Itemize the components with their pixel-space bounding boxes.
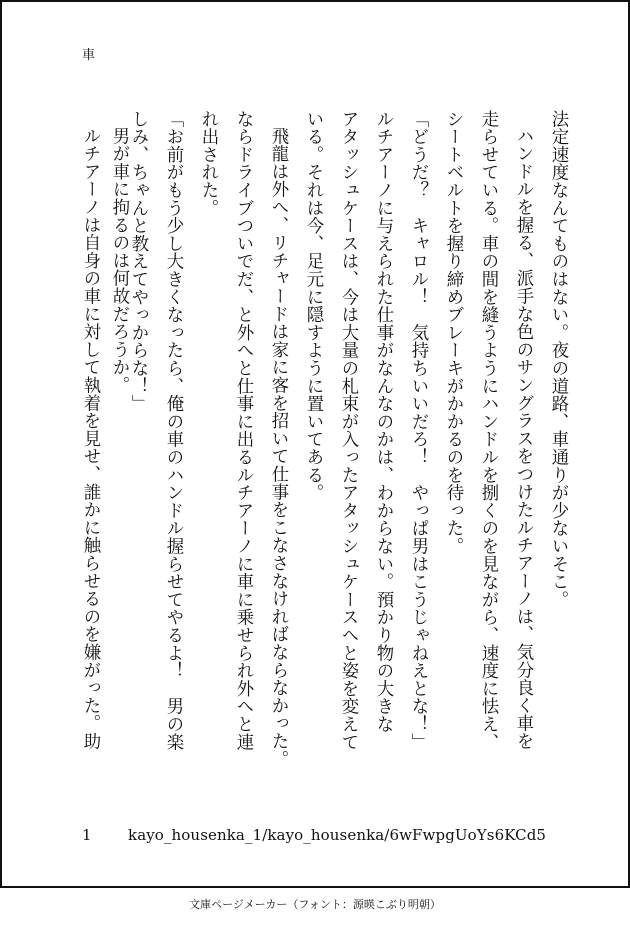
text-line: 男が車に拘るのは何故だろうか。 [109,127,129,394]
page-number: 1 [82,826,92,844]
running-head: 車 [82,48,96,63]
source-path: kayo_housenka_1/kayo_housenka/6wFwpgUoYs6KCd5 [128,826,547,844]
text-line: 法定速度なんてものはない。夜の道路、車通りが少ないそこ。 [548,110,568,609]
text-line: ならドライブついでだ、と外へと仕事に出るルチアーノに車に乗せられ外へと連 [233,110,253,751]
text-line: 走らせている。車の間を縫うようにハンドルを捌くのを見ながら、速度に怯え、 [478,110,498,751]
vertical-text-block [78,110,570,800]
text-line: 「お前がもう少し大きくなったら、俺の車のハンドル握らせてやるよ！ 男の楽 [163,110,183,751]
text-line: れ出された。 [198,110,218,217]
text-line: 「どうだ？ キャロル！ 気持ちいいだろ！ やっぱ男はこうじゃねえとな！」 [408,110,428,751]
footer-credit: 文庫ページメーカー（フォント：源暎こぶり明朝） [189,898,441,911]
text-line: ルチアーノは自身の車に対して執着を見せ、誰かに触らせるのを嫌がった。助 [80,127,100,750]
text-line: いる。それは今、足元に隠すように置いてある。 [303,110,323,502]
text-line: 飛龍は外へ、リチャードは家に客を招いて仕事をこなさなければならなかった。 [268,127,288,768]
text-line: ルチアーノに与えられた仕事がなんなのかは、わからない。預かり物の大きな [373,110,393,733]
text-line: シートベルトを握り締めブレーキがかかるのを待った。 [443,110,463,555]
text-line: アタッシュケースは、今は大量の札束が入ったアタッシュケースへと姿を変えて [338,110,358,751]
text-line: しみ、ちゃんと教えてやっからな！」 [128,110,148,413]
text-line: ハンドルを握る、派手な色のサングラスをつけたルチアーノは、気分良く車を [513,127,533,750]
